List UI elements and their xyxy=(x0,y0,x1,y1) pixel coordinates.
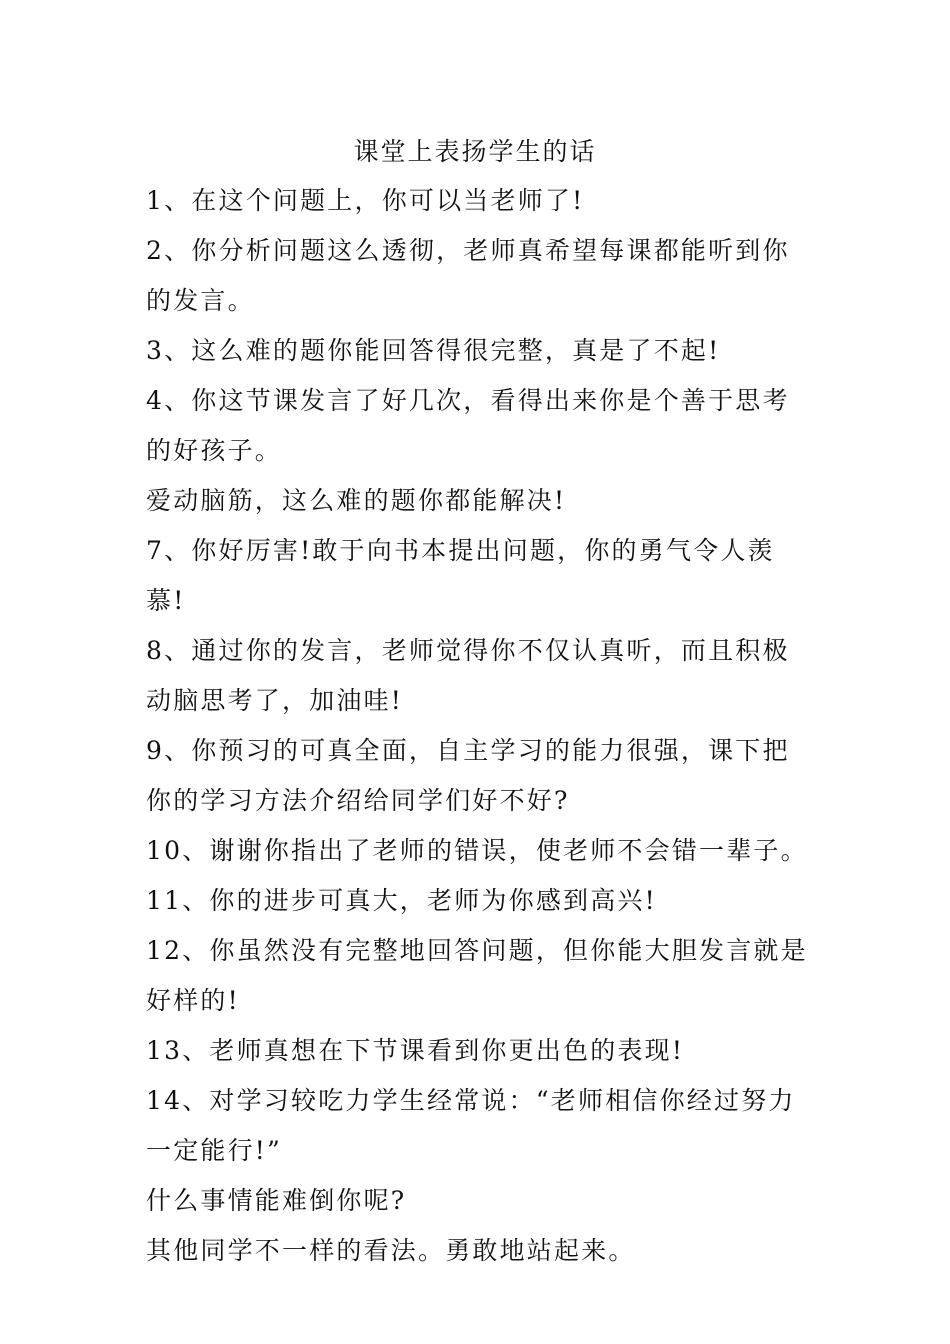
paragraph-10: 11、你的进步可真大，老师为你感到高兴! xyxy=(146,886,657,915)
paragraph-7: 8、通过你的发言，老师觉得你不仅认真听，而且积极动脑思考了，加油哇! xyxy=(146,636,790,715)
paragraph-13: 14、对学习较吃力学生经常说：“老师相信你经过努力一定能行!” xyxy=(146,1086,796,1165)
paragraph-9: 10、谢谢你指出了老师的错误，使老师不会错一辈子。 xyxy=(146,836,808,865)
paragraph-15: 其他同学不一样的看法。勇敢地站起来。 xyxy=(146,1236,636,1265)
paragraph-1: 1、在这个问题上，你可以当老师了! xyxy=(146,186,585,215)
paragraph-8: 9、你预习的可真全面，自主学习的能力很强，课下把你的学习方法介绍给同学们好不好? xyxy=(146,736,790,815)
paragraph-12: 13、老师真想在下节课看到你更出色的表现! xyxy=(146,1036,685,1065)
paragraph-14: 什么事情能难倒你呢? xyxy=(146,1186,407,1215)
document-body xyxy=(146,176,808,1276)
paragraph-3: 3、这么难的题你能回答得很完整，真是了不起! xyxy=(146,336,721,365)
paragraph-4: 4、你这节课发言了好几次，看得出来你是个善于思考的好孩子。 xyxy=(146,386,790,465)
document-title: 课堂上表扬学生的话 xyxy=(353,137,597,166)
paragraph-5: 爱动脑筋，这么难的题你都能解决! xyxy=(146,486,567,515)
paragraph-11: 12、你虽然没有完整地回答问题，但你能大胆发言就是好样的! xyxy=(146,936,808,1015)
paragraph-2: 2、你分析问题这么透彻，老师真希望每课都能听到你的发言。 xyxy=(146,236,790,315)
paragraph-6: 7、你好厉害!敢于向书本提出问题，你的勇气令人羡慕! xyxy=(146,536,775,615)
